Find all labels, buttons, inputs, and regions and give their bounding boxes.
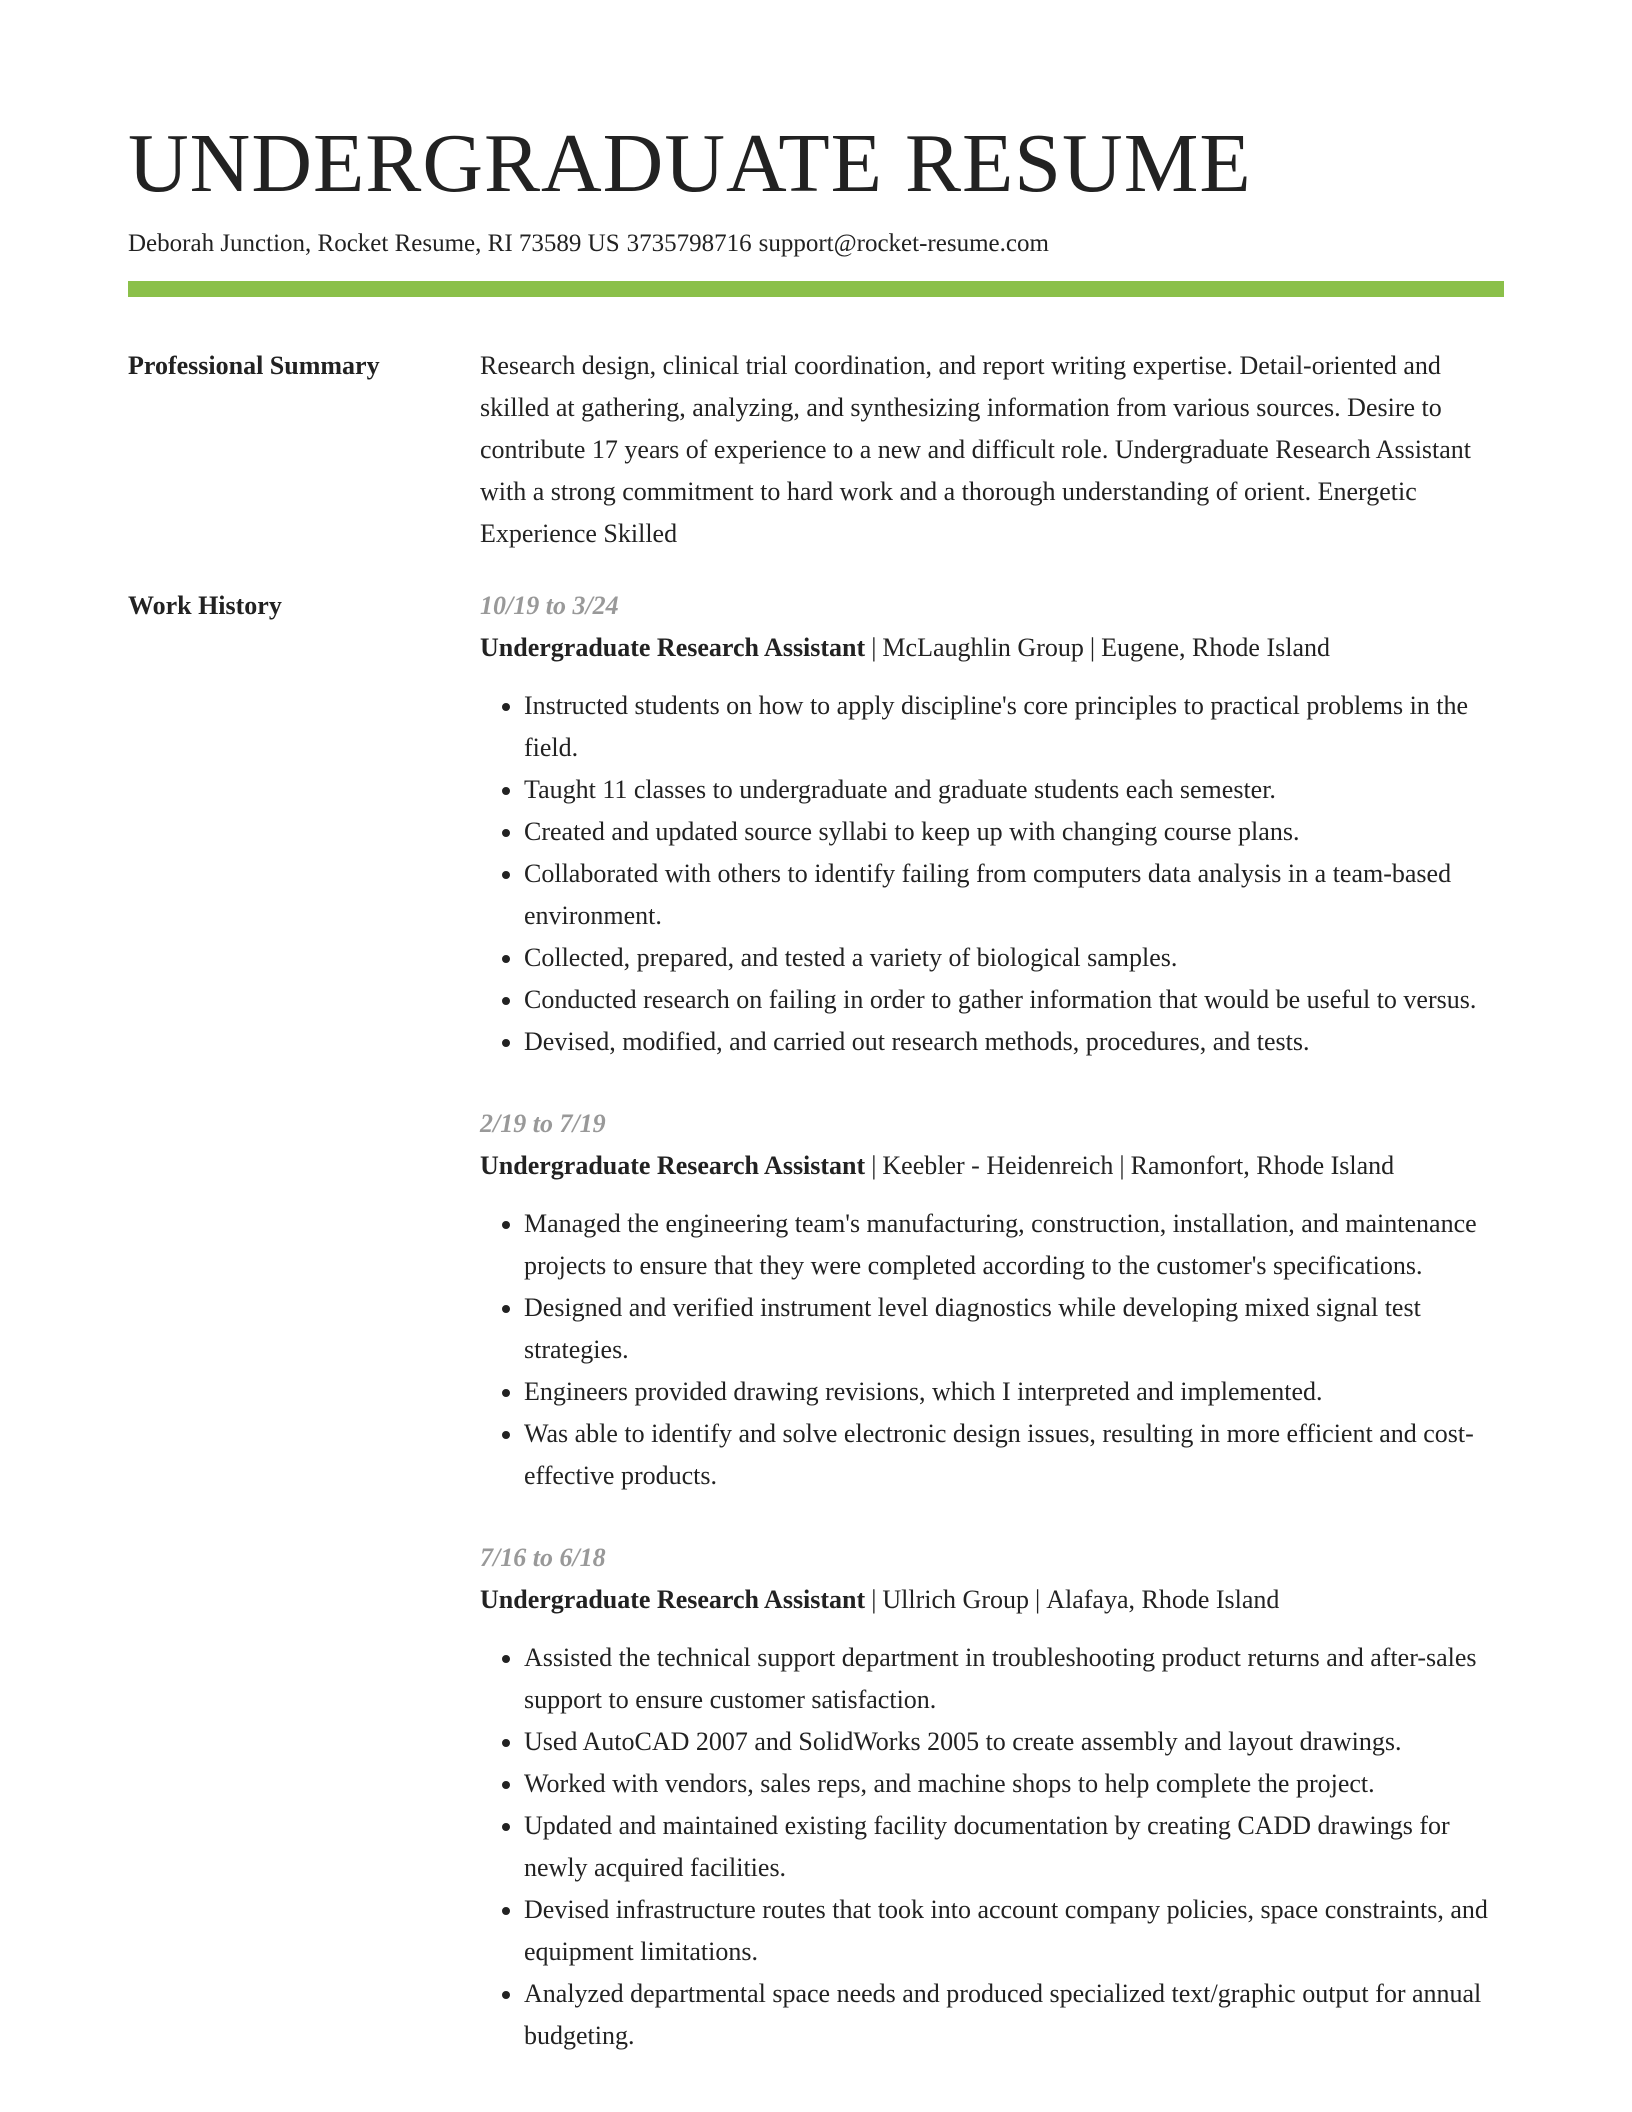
job-bullet: • Designed and verified instrument level diagnostics while developing mixed signal test strategies. (524, 1287, 1504, 1371)
header-divider (128, 281, 1504, 297)
contact-line (128, 228, 1504, 261)
work-history-heading: Work History (128, 590, 282, 620)
job-company: Keebler - Heidenreich (882, 1150, 1114, 1180)
job-title-line (480, 1145, 1504, 1187)
job-bullet: • Managed the engineering team's manufacturing, construction, installation, and maintenance projects to ensure that they were completed according to the customer's specifications. (524, 1203, 1504, 1287)
job-separator: | (1035, 1584, 1041, 1614)
job-bullet: • Used AutoCAD 2007 and SolidWorks 2005 to create assembly and layout drawings. (524, 1721, 1504, 1763)
job-separator: | (1119, 1150, 1125, 1180)
job-separator: | (871, 632, 877, 662)
work-history-section (128, 585, 1504, 2097)
job-title: Undergraduate Research Assistant (480, 1150, 866, 1180)
summary-heading: Professional Summary (128, 350, 380, 380)
job-company: McLaughlin Group (882, 632, 1084, 662)
contact-address: Deborah Junction, Rocket Resume, RI 73589 US (128, 230, 620, 258)
job-separator: | (871, 1150, 877, 1180)
job-bullet: • Engineers provided drawing revisions, which I interpreted and implemented. (524, 1371, 1504, 1413)
job-bullet: • Assisted the technical support department in troubleshooting product returns and after-sales support to ensure customer satisfaction. (524, 1637, 1504, 1721)
job-entry (480, 585, 1504, 1063)
job-dates: 7/16 to 6/18 (480, 1542, 606, 1572)
summary-text: Research design, clinical trial coordination, and report writing expertise. Detail-oriented and skilled at gathering, analyzing, and synthesizing information from various sources. Desire to contribute 17 years of experience to a new and difficult role. Undergraduate Research Assistant with a strong commitment to hard work and a thorough understanding of orient. Energetic Experience Skilled (480, 350, 1472, 548)
contact-email: support@rocket-resume.com (758, 230, 1049, 258)
job-bullet: • Instructed students on how to apply discipline's core principles to practical problems in the field. (524, 685, 1504, 769)
job-bullet: • Conducted research on failing in order to gather information that would be useful to versus. (524, 979, 1504, 1021)
job-location: Eugene, Rhode Island (1101, 632, 1330, 662)
job-entry (480, 1103, 1504, 1497)
job-bullet: • Devised infrastructure routes that took into account company policies, space constraints, and equipment limitations. (524, 1889, 1504, 1973)
job-entry (480, 1537, 1504, 2057)
job-separator: | (1089, 632, 1096, 662)
job-company: Ullrich Group (882, 1584, 1029, 1614)
job-title: Undergraduate Research Assistant (480, 1584, 866, 1614)
job-bullet-list (480, 685, 1504, 1063)
job-bullet: • Collected, prepared, and tested a variety of biological samples. (524, 937, 1504, 979)
work-history-list (480, 585, 1504, 2097)
summary-section (128, 345, 1504, 555)
job-bullet: • Devised, modified, and carried out research methods, procedures, and tests. (524, 1021, 1504, 1063)
job-separator: | (871, 1584, 877, 1614)
job-location: Alafaya, Rhode Island (1046, 1584, 1280, 1614)
page-title: UNDERGRADUATE RESUME (128, 117, 1252, 210)
job-bullet-list (480, 1637, 1504, 2057)
job-title-line (480, 1579, 1504, 1621)
job-bullet: • Taught 11 classes to undergraduate and graduate students each semester. (524, 769, 1504, 811)
job-dates: 10/19 to 3/24 (480, 590, 619, 620)
job-title: Undergraduate Research Assistant (480, 632, 866, 662)
job-dates: 2/19 to 7/19 (480, 1108, 606, 1138)
job-bullet: • Worked with vendors, sales reps, and machine shops to help complete the project. (524, 1763, 1504, 1805)
job-bullet: • Created and updated source syllabi to keep up with changing course plans. (524, 811, 1504, 853)
job-bullet: • Collaborated with others to identify failing from computers data analysis in a team-based environment. (524, 853, 1504, 937)
job-location: Ramonfort, Rhode Island (1130, 1150, 1395, 1180)
job-bullet-list (480, 1203, 1504, 1497)
job-bullet: • Analyzed departmental space needs and produced specialized text/graphic output for annual budgeting. (524, 1973, 1504, 2057)
job-bullet: • Updated and maintained existing facility documentation by creating CADD drawings for newly acquired facilities. (524, 1805, 1504, 1889)
job-title-line (480, 627, 1504, 669)
job-bullet: • Was able to identify and solve electronic design issues, resulting in more efficient and cost-effective products. (524, 1413, 1504, 1497)
contact-phone: 3735798716 (626, 230, 752, 258)
